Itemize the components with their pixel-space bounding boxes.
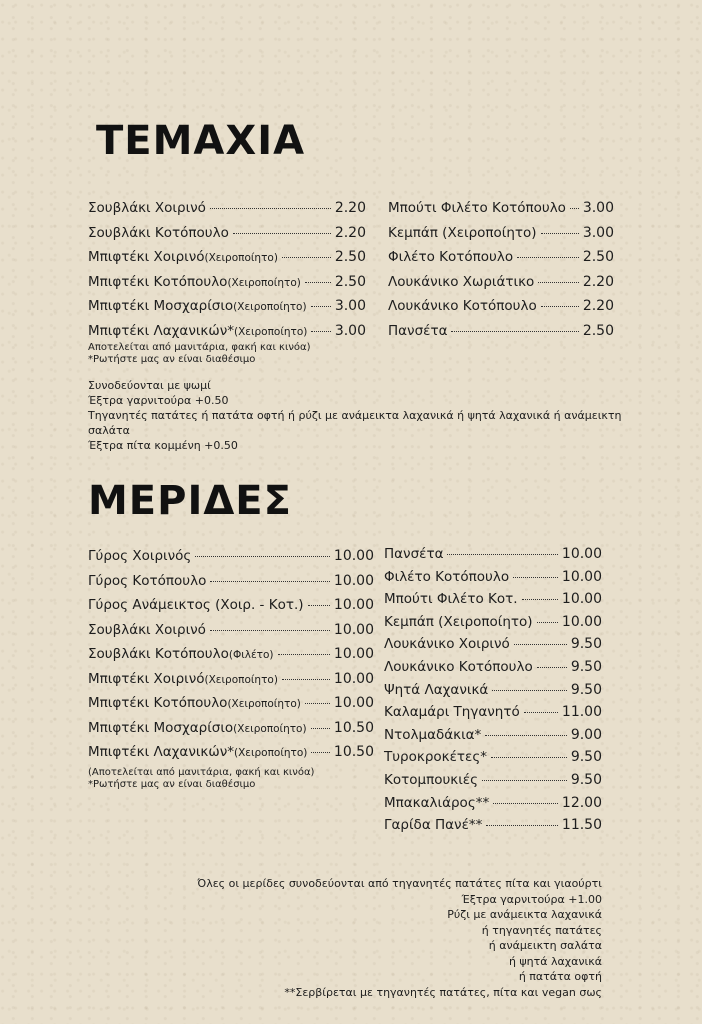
temaxia-left-list: [88, 200, 366, 347]
dot-leader: [311, 728, 330, 729]
dot-leader: [570, 208, 579, 209]
dot-leader: [493, 803, 558, 804]
menu-item-price: 10.00: [561, 613, 602, 630]
menu-item: [88, 548, 374, 573]
menu-item-price: 10.00: [333, 621, 374, 638]
menu-item-name: Μπιφτέκι Μοσχαρίσιο: [88, 298, 234, 314]
menu-item-note: (Χειροποίητο): [233, 301, 307, 313]
dot-leader: [278, 654, 330, 655]
menu-item: [388, 274, 614, 299]
footer-line: **Σερβίρεται με τηγανητές πατάτες, πίτα και vegan σως: [284, 985, 602, 999]
menu-item-price: 11.00: [561, 704, 602, 721]
menu-item-price: 10.50: [333, 744, 374, 760]
menu-item-price: 9.50: [570, 749, 602, 766]
menu-item-price: 9.00: [570, 726, 602, 743]
menu-item-price: 2.50: [334, 273, 366, 290]
dot-leader: [537, 667, 567, 668]
menu-item: [384, 795, 602, 818]
menu-item: [384, 727, 602, 750]
note-line: *Ρωτήστε μας αν είναι διαθέσιμο: [88, 779, 256, 790]
dot-leader: [482, 780, 567, 781]
menu-item-price: 10.00: [333, 572, 374, 589]
section-title-temaxia: ΤΕΜΑΧΙΑ: [96, 118, 306, 164]
dot-leader: [210, 208, 331, 209]
menu-item-note: (Χειροποίητο): [227, 276, 301, 289]
dot-leader: [491, 757, 567, 758]
menu-item-name: Λουκάνικο Κοτόπουλο: [384, 658, 533, 675]
menu-item-name: Μπακαλιάρος**: [384, 794, 490, 811]
dot-leader: [311, 306, 331, 307]
menu-item-name: Πανσέτα: [388, 322, 448, 339]
menu-item: [384, 636, 602, 659]
menu-item-price: 3.00: [582, 200, 614, 216]
menu-item-price: 10.00: [561, 546, 602, 562]
info-line: Τηγανητές πατάτες ή πατάτα οφτή ή ρύζι με ανάμεικτα λαχανικά ή ψητά λαχανικά ή ανάμεικτη: [88, 409, 622, 422]
menu-item-price: 10.00: [333, 695, 374, 711]
menu-item-price: 9.50: [570, 658, 602, 675]
menu-item-name: Λουκάνικο Κοτόπουλο: [388, 298, 537, 314]
menu-item: [388, 200, 614, 225]
menu-item: [88, 225, 366, 250]
dot-leader: [311, 752, 330, 753]
merides-right-list: [384, 546, 602, 840]
note-line: Αποτελείται από μανιτάρια, φακή και κινόα): [88, 342, 311, 353]
menu-item: [384, 591, 602, 614]
menu-item: [384, 704, 602, 727]
menu-item-price: 3.00: [334, 298, 366, 314]
info-line: Έξτρα γαρνιτούρα +0.50: [88, 394, 229, 407]
menu-item-price: 10.00: [333, 597, 374, 613]
menu-item: [388, 225, 614, 250]
menu-item-name: Μπιφτέκι Κοτόπουλο: [88, 273, 228, 290]
menu-item: [388, 323, 614, 348]
menu-item: [88, 274, 366, 299]
menu-item-name: Κοτομπουκιές: [384, 771, 479, 788]
menu-item-name: Μπούτι Φιλέτο Κοτ.: [384, 591, 518, 608]
menu-item-name: Σουβλάκι Χοιρινό: [88, 200, 206, 216]
footer-line: Έξτρα γαρνιτούρα +1.00: [461, 892, 602, 906]
menu-item: [88, 671, 374, 696]
menu-item-name: Πανσέτα: [384, 546, 444, 562]
menu-item-name: Φιλέτο Κοτόπουλο: [384, 568, 510, 585]
menu-item-name: Κεμπάπ (Χειροποίητο): [388, 224, 537, 241]
menu-item-name: Κεμπάπ (Χειροποίητο): [384, 613, 533, 630]
menu-item-note: (Χειροποίητο): [233, 747, 308, 759]
menu-item: [384, 772, 602, 795]
menu-item-price: 10.00: [333, 548, 374, 564]
menu-item: [384, 682, 602, 705]
menu-item-note: (Χειροποίητο): [227, 698, 301, 710]
menu-item: [88, 695, 374, 720]
menu-item-name: Ντολμαδάκια*: [384, 726, 482, 743]
menu-item-name: Γύρος Ανάμεικτος (Χοιρ. - Κοτ.): [88, 597, 304, 613]
merides-left-list: [88, 548, 374, 769]
menu-item-price: 2.50: [334, 249, 366, 265]
menu-item: [88, 249, 366, 274]
dot-leader: [537, 622, 558, 623]
menu-item-name: Γύρος Κοτόπουλο: [88, 572, 207, 589]
note-line: *Ρωτήστε μας αν είναι διαθέσιμο: [88, 354, 256, 365]
merides-footer: [182, 876, 602, 1000]
menu-item-note: (Χειροποίητο): [233, 325, 308, 338]
menu-item-price: 9.50: [570, 681, 602, 698]
menu-item-price: 3.00: [582, 224, 614, 241]
menu-item-price: 3.00: [334, 322, 366, 339]
menu-item-price: 2.20: [334, 224, 366, 241]
dot-leader: [451, 331, 578, 332]
info-line: Έξτρα πίτα κομμένη +0.50: [88, 439, 238, 452]
menu-item-name: Σουβλάκι Χοιρινό: [88, 621, 206, 638]
menu-item-note: (Χειροποίητο): [233, 722, 307, 735]
menu-item-name: Γαρίδα Πανέ**: [384, 817, 483, 834]
menu-item-price: 10.50: [333, 719, 374, 736]
footer-line: ή ανάμεικτη σαλάτα: [488, 939, 602, 952]
temaxia-left-notes: [88, 342, 368, 366]
menu-item-note: (Φιλέτο): [228, 649, 274, 661]
dot-leader: [210, 581, 330, 582]
dot-leader: [513, 577, 558, 578]
menu-item: [88, 744, 374, 769]
menu-item: [384, 614, 602, 637]
menu-item: [384, 546, 602, 569]
menu-item: [88, 646, 374, 671]
footer-line: ή ψητά λαχανικά: [508, 954, 602, 968]
menu-item-note: (Χειροποίητο): [204, 252, 278, 264]
menu-item: [88, 298, 366, 323]
menu-item-name: Καλαμάρι Τηγανητό: [384, 704, 520, 721]
menu-item-name: Φιλέτο Κοτόπουλο: [388, 249, 514, 265]
menu-item: [88, 720, 374, 745]
footer-line: Όλες οι μερίδες συνοδεύονται από τηγανητές πατάτες πίτα και γιαούρτι: [197, 877, 602, 890]
menu-item-name: Μπούτι Φιλέτο Κοτόπουλο: [388, 200, 566, 216]
temaxia-right-list: [388, 200, 614, 347]
dot-leader: [485, 735, 567, 736]
menu-item-price: 2.20: [582, 273, 614, 290]
dot-leader: [447, 554, 557, 555]
menu-item: [88, 597, 374, 622]
menu-item-price: 2.20: [334, 200, 366, 216]
menu-item-price: 2.20: [582, 298, 614, 314]
info-line: σαλάτα: [88, 424, 130, 437]
dot-leader: [282, 679, 330, 680]
menu-item: [384, 817, 602, 840]
dot-leader: [522, 599, 558, 600]
menu-item-price: 11.50: [561, 817, 602, 834]
menu-item-name: Μπιφτέκι Χοιρινό: [88, 670, 205, 687]
menu-item-price: 2.50: [582, 249, 614, 265]
section-title-merides: ΜΕΡΙΔΕΣ: [88, 478, 292, 524]
dot-leader: [210, 630, 330, 631]
menu-item: [384, 569, 602, 592]
menu-item-name: Λουκάνικο Χωριάτικο: [388, 273, 535, 290]
merides-left-notes: [88, 767, 378, 791]
dot-leader: [486, 825, 558, 826]
menu-item-name: Γύρος Χοιρινός: [88, 548, 192, 564]
dot-leader: [541, 306, 579, 307]
menu-item-price: 10.00: [561, 568, 602, 585]
menu-item-name: Σουβλάκι Κοτόπουλο: [88, 646, 229, 662]
dot-leader: [538, 282, 579, 283]
dot-leader: [195, 556, 330, 557]
menu-item: [388, 249, 614, 274]
menu-item-name: Σουβλάκι Κοτόπουλο: [88, 224, 229, 241]
menu-item-name: Μπιφτέκι Χοιρινό: [88, 249, 205, 265]
menu-item: [88, 622, 374, 647]
dot-leader: [305, 282, 331, 283]
menu-item-price: 9.50: [570, 771, 602, 788]
note-line: (Αποτελείται από μανιτάρια, φακή και κινόα): [88, 767, 315, 778]
menu-item: [384, 749, 602, 772]
menu-item: [388, 298, 614, 323]
menu-item: [384, 659, 602, 682]
menu-item-price: 10.00: [333, 646, 374, 662]
dot-leader: [233, 233, 331, 234]
footer-line: ή τηγανητές πατάτες: [481, 923, 602, 937]
footer-line: Ρύζι με ανάμεικτα λαχανικά: [447, 908, 602, 921]
dot-leader: [524, 712, 558, 713]
menu-item-name: Μπιφτέκι Κοτόπουλο: [88, 695, 228, 711]
footer-line: ή πατάτα οφτή: [518, 970, 602, 983]
menu-item-name: Μπιφτέκι Μοσχαρίσιο: [88, 719, 234, 736]
dot-leader: [282, 257, 331, 258]
menu-item-name: Τυροκροκέτες*: [384, 749, 488, 766]
menu-item-price: 9.50: [570, 636, 602, 653]
dot-leader: [308, 605, 330, 606]
dot-leader: [311, 331, 330, 332]
info-line: Συνοδεύονται με ψωμί: [88, 379, 211, 392]
menu-item-name: Μπιφτέκι Λαχανικών*: [88, 744, 234, 760]
menu-item-price: 12.00: [561, 794, 602, 811]
dot-leader: [541, 233, 579, 234]
menu-item-note: (Χειροποίητο): [204, 673, 278, 686]
dot-leader: [305, 703, 330, 704]
dot-leader: [517, 257, 579, 258]
menu-item-name: Ψητά Λαχανικά: [384, 681, 489, 698]
menu-item-price: 10.00: [333, 670, 374, 687]
dot-leader: [492, 690, 567, 691]
menu-item-name: Μπιφτέκι Λαχανικών*: [88, 322, 234, 339]
menu-item-price: 10.00: [561, 591, 602, 608]
menu-item-price: 2.50: [582, 322, 614, 339]
temaxia-info: [88, 378, 648, 453]
dot-leader: [514, 644, 567, 645]
menu-item-name: Λουκάνικο Χοιρινό: [384, 636, 510, 653]
menu-item: [88, 573, 374, 598]
menu-item: [88, 200, 366, 225]
